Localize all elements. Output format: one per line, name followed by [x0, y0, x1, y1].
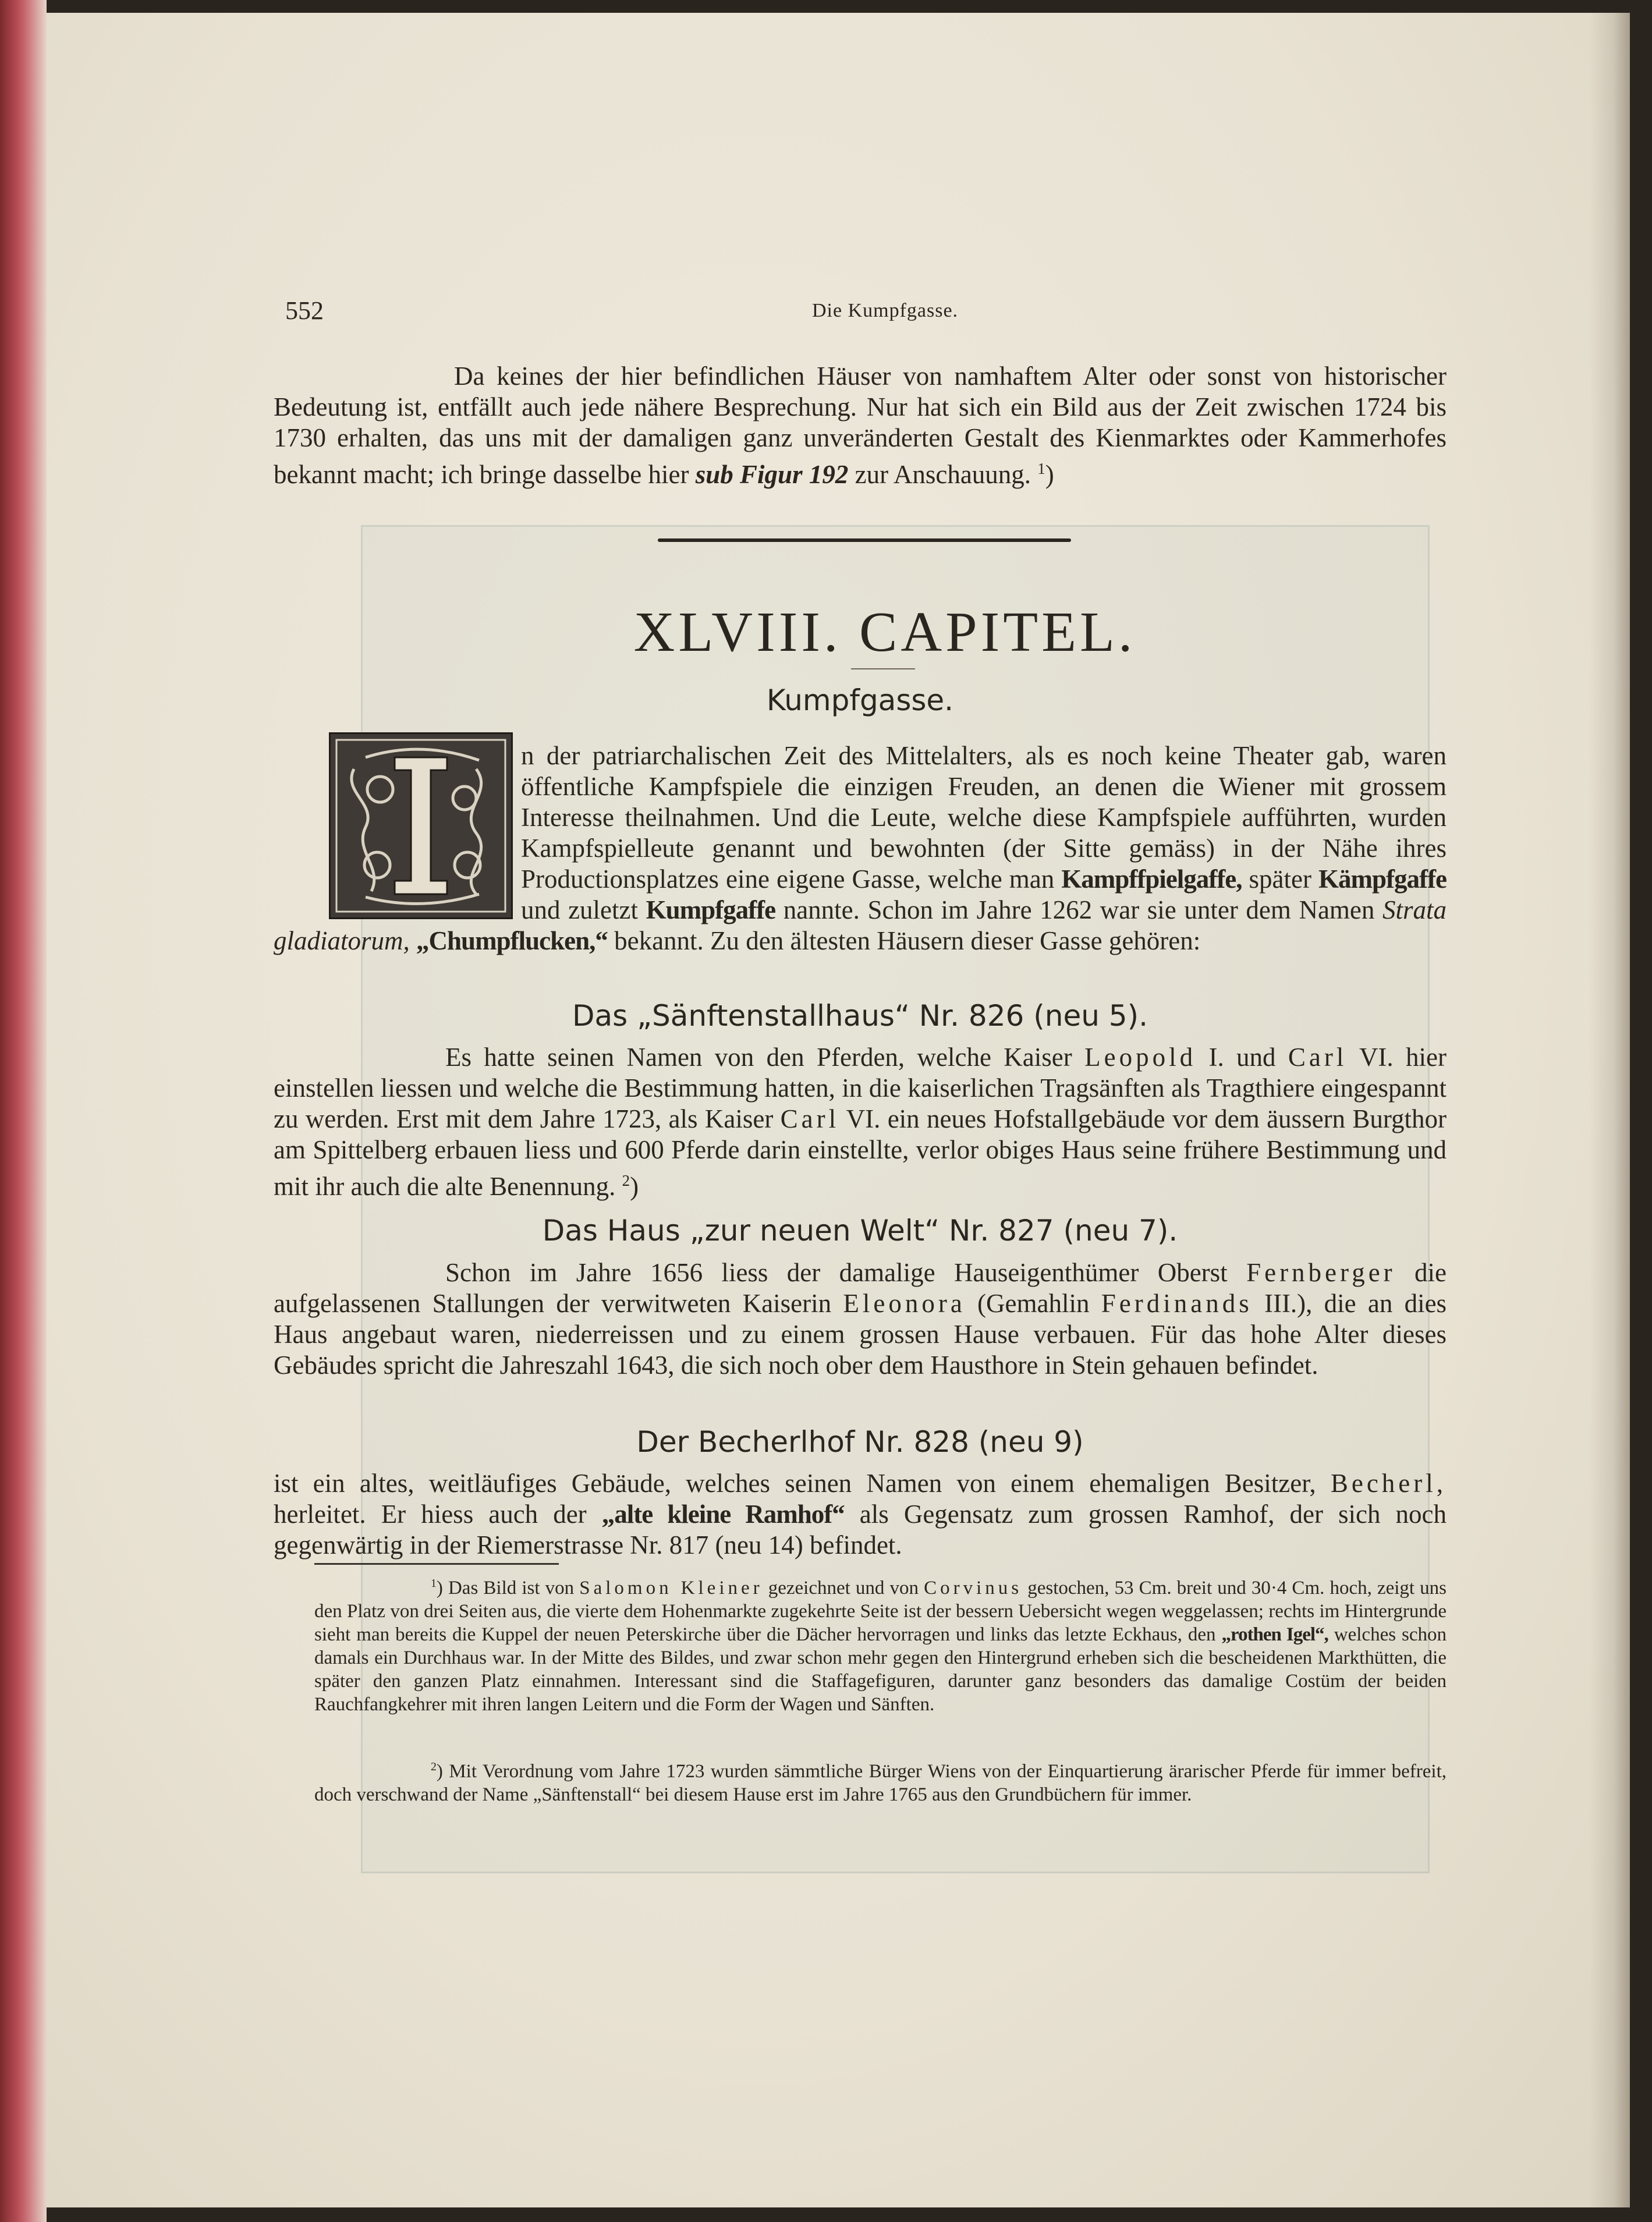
intro-text-2: zur Anschauung.	[855, 460, 1031, 489]
page-header	[285, 291, 1449, 332]
section-heading: Der Becherlhof Nr. 828 (neu 9)	[636, 1425, 1084, 1459]
section-paragraph: ist ein altes, weitläufiges Gebäude, welches seinen Namen von einem ehemaligen Besitzer, Becherl, herleitet. Er hiess auch der „alte kleine Ramhof“ als Gegensatz zum grossen Ramhof, der sich noch gegenwärtig in der Riemerstrasse Nr. 817 (neu 14) befindet.	[274, 1469, 1447, 1560]
street-name-fraktur: „rothen Igel“,	[1221, 1624, 1328, 1645]
running-head: Die Kumpfgasse.	[812, 300, 959, 321]
chapter-paragraph: n der patriarchalischen Zeit des Mittelalters, als es noch keine Theater gab, waren öffentliche Kampfspiele die einzigen Freuden, an denen die Wiener mit grossem Interesse theilnahmen. Und die Leute, welche diese Kampfspiele aufführten, wurden Kampfspielleute genannt und bewohnten (der Sitte gemäss) in der Nähe ihres Productionsplatzes eine eigene Gasse, welche man Kampffpielgaffe, später Kämpfgaffe und zuletzt Kumpfgaffe nannte. Schon im Jahre 1262 war sie unter dem Namen Strata gladiatorum, „Chumpflucken,“ bekannt. Zu den ältesten Häusern dieser Gasse gehören:	[274, 741, 1447, 955]
chapter-subtitle: Kumpfgasse.	[766, 683, 954, 717]
street-name-fraktur: „alte kleine Ramhof“	[601, 1500, 845, 1529]
section-heading: Das Haus „zur neuen Welt“ Nr. 827 (neu 7).	[542, 1214, 1178, 1248]
section-heading: Das „Sänftenstallhaus“ Nr. 826 (neu 5).	[572, 999, 1148, 1033]
street-name-fraktur: „Chumpflucken,“	[416, 926, 608, 955]
book-spine	[0, 0, 47, 2222]
footnote-mark: 2	[431, 1760, 437, 1773]
figure-reference: sub Figur 192	[695, 460, 849, 489]
footnote: $^2$) Mit Verordnung vom Jahre 1723 wurden sämmtliche Bürger Wiens von der Einquartierung ärarischer Pferde für immer befreit, doch verschwand der Name „Sänftenstall“ bei diesem Hause erst im Jahre 1765 aus den Grundbüchern für immer.	[314, 1760, 1447, 1805]
title-rule	[851, 668, 915, 669]
street-name-fraktur: Kämpfgaffe	[1318, 864, 1447, 894]
page-edge-shadow	[1589, 13, 1630, 2207]
footnote-mark: 1	[1037, 460, 1045, 477]
section-paragraph: Es hatte seinen Namen von den Pferden, welche Kaiser Leopold I. und Carl VI. hier einstellen liessen und welche die Bestimmung hatten, in die kaiserlichen Tragsänften als Tragthiere eingespannt zu werden. Erst mit dem Jahre 1723, als Kaiser Carl VI. ein neues Hofstallgebäude vor dem äussern Burgthor am Spittelberg erbauen liess und 600 Pferde darin einstellte, verlor obiges Haus seine frühere Bestimmung und mit ihr auch die alte Benennung. $^2$)	[274, 1043, 1447, 1201]
footnote-mark: 1	[431, 1577, 437, 1590]
street-name-fraktur: Kumpfgaffe	[646, 895, 776, 924]
street-name-fraktur: Kampffpielgaffe,	[1061, 864, 1242, 894]
intro-paragraph: Da keines der hier befindlichen Häuser von namhaftem Alter oder sonst von historischer Bedeutung ist, entfällt auch jede nähere Besprechung. Nur hat sich ein Bild aus der Zeit zwischen 1724 bis 1730 erhalten, das uns mit der damaligen ganz unveränderten Gestalt des Kienmarktes oder Kammerhofes bekannt macht; ich bringe dasselbe hier sub Figur 192 zur Anschauung. $^1$)	[274, 362, 1447, 489]
section-divider	[658, 538, 1071, 542]
page-number: 552	[285, 296, 324, 325]
footnote-rule	[314, 1563, 559, 1565]
section-paragraph: Schon im Jahre 1656 liess der damalige Hauseigenthümer Oberst Fernberger die aufgelassenen Stallungen der verwitweten Kaiserin Eleonora (Gemahlin Ferdinands III.), die an dies Haus angebaut waren, niederreissen und zu einem grossen Hause verbauen. Für das hohe Alter dieses Gebäudes spricht die Jahreszahl 1643, die sich noch ober dem Hausthore in Stein gehauen befindet.	[274, 1258, 1447, 1380]
intro-text-1: Da keines der hier befindlichen Häuser von namhaftem Alter oder sonst von historischer Bedeutung ist, entfällt auch jede nähere Besprechung. Nur hat sich ein Bild aus der Zeit zwischen 1724 bis 1730 erhalten, das uns mit der damaligen ganz unveränderten Gestalt des Kienmarktes oder Kammerhofes bekannt macht; ich bringe dasselbe hier	[274, 362, 1447, 489]
footnote-mark: 2	[622, 1172, 630, 1189]
chapter-title: XLVIII. CAPITEL.	[633, 601, 1136, 664]
footnote: $^1$) Das Bild ist von Salomon Kleiner gezeichnet und von Corvinus gestochen, 53 Cm. breit und 30·4 Cm. hoch, zeigt uns den Platz von drei Seiten aus, die vierte dem Hohenmarkte zugekehrte Seite ist der bessern Uebersicht wegen weggelassen; rechts im Hintergrunde sieht man bereits die Kuppel der neuen Peterskirche über die Dächer hervorragen und links das letzte Eckhaus, den „rothen Igel“, welches schon damals ein Durchhaus war. In der Mitte des Bildes, und zwar schon mehr gegen den Hintergrund erheben sich die bescheidenen Markthütten, die später den ganzen Platz einnahmen. Interessant sind die Staffagefiguren, darunter ganz besonders das damalige Costüm der beiden Rauchfangkehrer mit ihren langen Leitern und die Form der Wagen und Sänften.	[314, 1577, 1447, 1715]
latin-name: Strata gladiatorum,	[274, 895, 1447, 955]
